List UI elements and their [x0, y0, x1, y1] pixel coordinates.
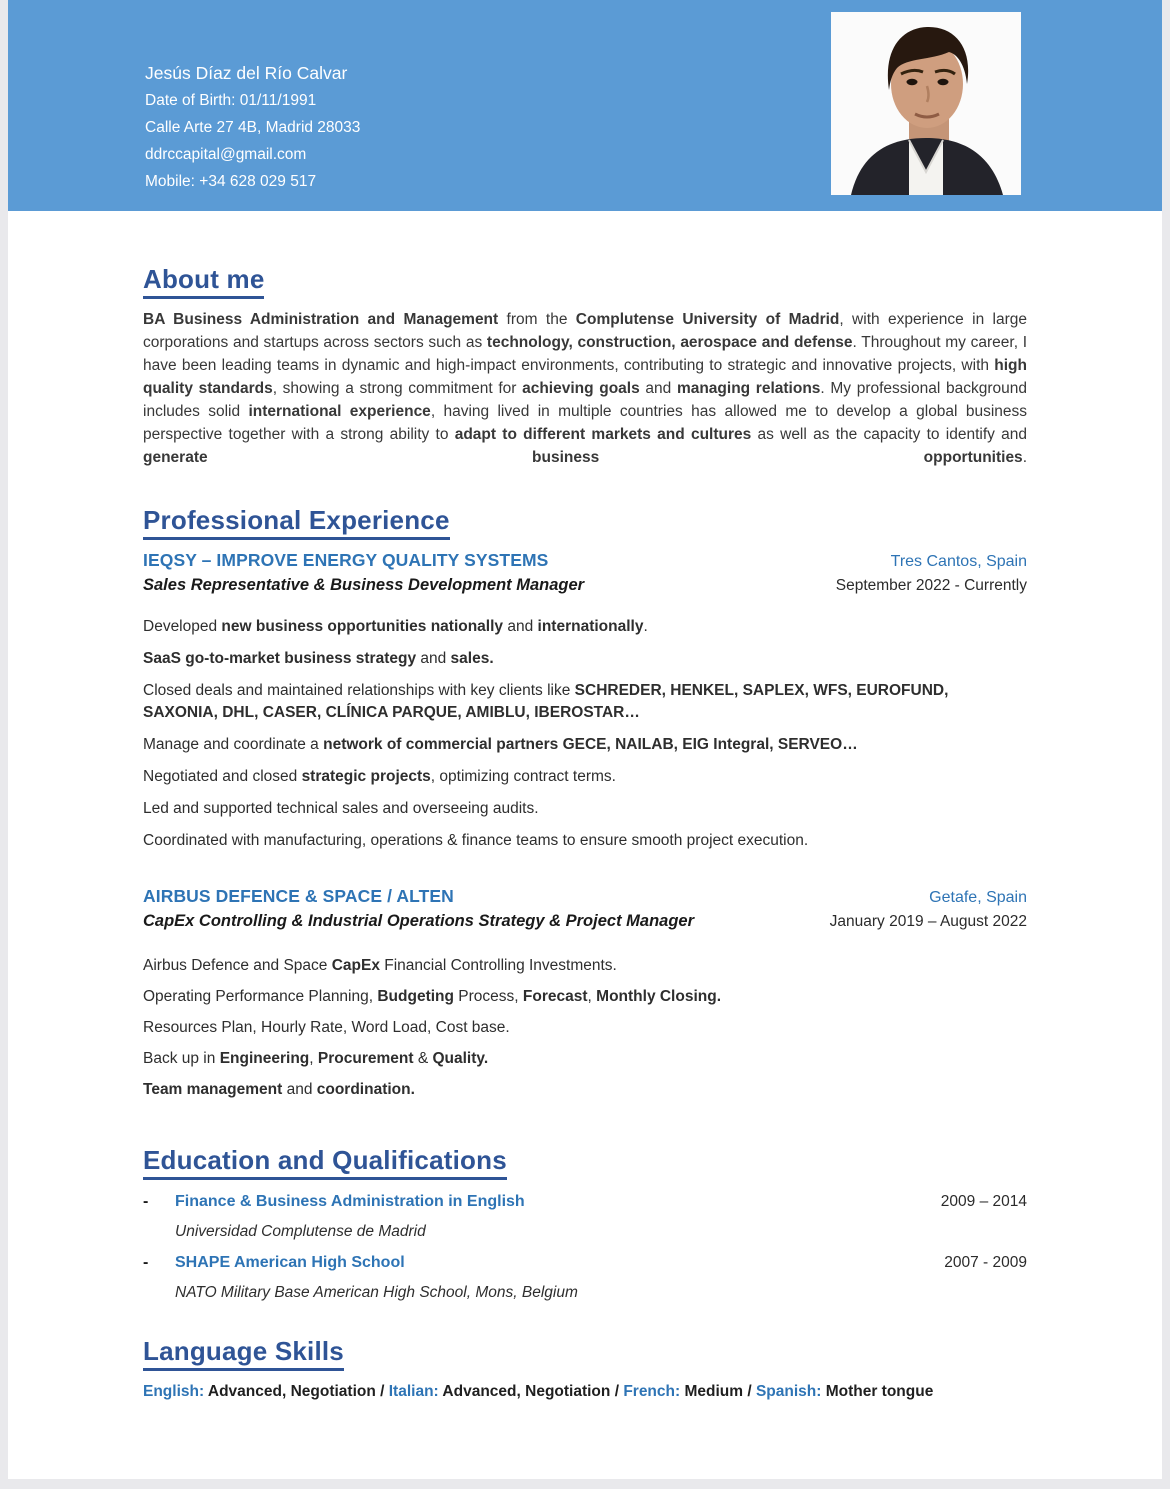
about-paragraph: BA Business Administration and Management from the Complutense University of Madrid, with experience in large corporations and startups across sectors such as technology, construction, aerospace and defense. Throughout my career, I have been leading teams in dynamic and high-impact environments, contributing to strategic and innovative projects, with high quality standards, showing a strong commitment for achieving goals and managing relations. My professional background includes solid international experience, having lived in multiple countries has allowed me to develop a global business perspective together with a strong ability to adapt to different markets and cultures as well as the capacity to identify and generate business opportunities.: [143, 311, 1028, 466]
job-bullet: Negotiated and closed strategic projects, optimizing contract terms.: [143, 768, 616, 785]
job-entry-airbus: [143, 886, 1027, 1101]
dash-bullet: -: [143, 1193, 149, 1210]
languages-line: English: Advanced, Negotiation / Italian: Advanced, Negotiation / French: Medium / Spanish: Mother tongue: [143, 1383, 934, 1400]
job-bullet: Operating Performance Planning, Budgeting Process, Forecast, Monthly Closing.: [143, 988, 722, 1005]
cv-body: [8, 264, 1162, 1404]
job-bullet: Back up in Engineering, Procurement & Quality.: [143, 1050, 489, 1067]
job-bullet: SaaS go-to-market business strategy and sales.: [143, 650, 494, 667]
education-subtitle: Universidad Complutense de Madrid: [175, 1223, 426, 1240]
section-title-about: About me: [143, 264, 264, 299]
phone: Mobile: +34 628 029 517: [145, 173, 317, 190]
job-location: Getafe, Spain: [929, 889, 1027, 906]
job-bullet: Resources Plan, Hourly Rate, Word Load, Cost base.: [143, 1019, 510, 1036]
cv-page: [8, 0, 1162, 1479]
job-bullet: Developed new business opportunities nationally and internationally.: [143, 618, 648, 635]
job-bullets: [143, 616, 1027, 852]
job-bullet: Manage and coordinate a network of commercial partners GECE, NAILAB, EIG Integral, SERVEO…: [143, 736, 858, 753]
date-of-birth: Date of Birth: 01/11/1991: [145, 92, 317, 109]
education-years: 2007 - 2009: [944, 1254, 1027, 1271]
job-bullets: [143, 955, 1027, 1101]
job-bullet: Coordinated with manufacturing, operations & finance teams to ensure smooth project execution.: [143, 832, 809, 849]
email: ddrccapital@gmail.com: [145, 146, 307, 163]
education-item: [143, 1254, 1027, 1272]
profile-photo-illustration: [831, 12, 1021, 195]
education-years: 2009 – 2014: [940, 1193, 1027, 1210]
section-title-education: Education and Qualifications: [143, 1145, 507, 1180]
job-bullet: Closed deals and maintained relationships with key clients like SCHREDER, HENKEL, SAPLEX, WFS, EUROFUND, SAXONIA, DHL, CASER, CLÍNICA PARQUE, AMIBLU, IBEROSTAR…: [143, 682, 949, 721]
profile-photo: [831, 12, 1021, 195]
education-title: Finance & Business Administration in English: [175, 1193, 525, 1210]
job-dates: January 2019 – August 2022: [829, 913, 1027, 930]
education-subtitle: NATO Military Base American High School, Mons, Belgium: [175, 1284, 578, 1301]
job-role: Sales Representative & Business Development Manager: [143, 576, 585, 594]
job-bullet: Team management and coordination.: [143, 1081, 415, 1098]
job-location: Tres Cantos, Spain: [890, 553, 1027, 570]
job-dates: September 2022 - Currently: [835, 577, 1027, 594]
dash-bullet: -: [143, 1254, 149, 1271]
address: Calle Arte 27 4B, Madrid 28033: [145, 119, 361, 136]
section-title-languages: Language Skills: [143, 1336, 344, 1371]
job-entry-ieqsy: [143, 550, 1027, 852]
person-name: Jesús Díaz del Río Calvar: [145, 63, 348, 83]
job-company: AIRBUS DEFENCE & SPACE / ALTEN: [143, 886, 454, 906]
job-role: CapEx Controlling & Industrial Operations Strategy & Project Manager: [143, 912, 695, 930]
header-banner: [8, 0, 1162, 211]
job-bullet: Led and supported technical sales and overseeing audits.: [143, 800, 539, 817]
education-title: SHAPE American High School: [175, 1254, 405, 1271]
education-item: [143, 1193, 1027, 1211]
contact-block: [145, 60, 360, 195]
section-title-experience: Professional Experience: [143, 505, 450, 540]
job-company: IEQSY – IMPROVE ENERGY QUALITY SYSTEMS: [143, 550, 549, 570]
job-bullet: Airbus Defence and Space CapEx Financial Controlling Investments.: [143, 957, 617, 974]
